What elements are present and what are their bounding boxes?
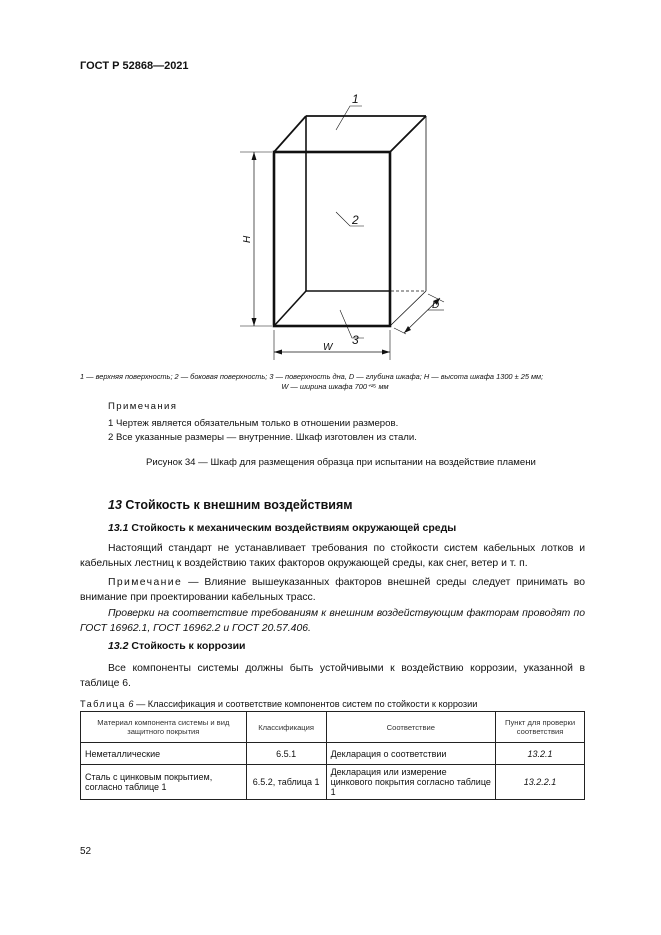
- table-title: [80, 699, 477, 709]
- header-classification: Классификация: [246, 712, 326, 743]
- section-13-heading: [108, 498, 353, 512]
- note-2: 2 Все указанные размеры — внутренние. Шкаф изготовлен из стали.: [108, 432, 417, 443]
- cell-compliance: Декларация или измерение цинкового покрытия согласно таблице 1: [326, 765, 496, 800]
- cell-compliance: Декларация о соответствии: [326, 743, 496, 765]
- figure-title: Рисунок 34 — Шкаф для размещения образца при испытании на воздействие пламени: [146, 457, 536, 468]
- legend-line-1: 1 — верхняя поверхность; 2 — боковая поверхность; 3 — поверхность дна, D — глубина шкафа; H — высота шкафа 1300 ± 25 мм;: [80, 372, 544, 381]
- cell-check-clause: 13.2.2.1: [496, 765, 585, 800]
- leader-1: [336, 106, 362, 130]
- table-row: [81, 765, 585, 800]
- cabinet-figure: [0, 0, 661, 372]
- bottom-left-depth-edge: [274, 291, 306, 326]
- section-13-1-title: Стойкость к механическим воздействиям окружающей среды: [131, 522, 457, 534]
- cell-classification: 6.5.2, таблица 1: [246, 765, 326, 800]
- paragraph-3: Все компоненты системы должны быть устойчивыми к воздействию коррозии, указанной в таблице 6.: [80, 663, 585, 689]
- label-2: 2: [352, 213, 359, 227]
- paragraph-2: Проверки на соответствие требованиям к внешним воздействующим факторам проводят по ГОСТ 16962.1, ГОСТ 16962.2 и ГОСТ 20.57.406.: [80, 608, 585, 634]
- corrosion-table: [80, 711, 585, 800]
- section-13-number: 13: [108, 498, 122, 512]
- table-row: [81, 743, 585, 765]
- table-header-row: [81, 712, 585, 743]
- cell-material: Сталь с цинковым покрытием, согласно таблице 1: [81, 765, 247, 800]
- label-H: H: [242, 235, 253, 243]
- label-W: W: [323, 342, 333, 353]
- header-check-clause: Пункт для проверки соответствия: [496, 712, 585, 743]
- cell-material: Неметаллические: [81, 743, 247, 765]
- back-hidden-edges: [306, 116, 426, 291]
- note-label: Примечание: [108, 577, 183, 588]
- section-13-2-heading: [108, 640, 246, 652]
- front-frame: [274, 152, 390, 326]
- header-material: Материал компонента системы и вид защитного покрытия: [81, 712, 247, 743]
- document-header: ГОСТ Р 52868—2021: [80, 60, 189, 72]
- section-13-1-number: 13.1: [108, 522, 129, 534]
- table-title-text: — Классификация и соответствие компонентов систем по стойкости к коррозии: [133, 699, 478, 709]
- paragraph-1: Настоящий стандарт не устанавливает требования по стойкости систем кабельных лотков и кабельных лестниц к воздействию таких факторов окружающей среды, как снег, ветер и т. п.: [80, 543, 585, 569]
- note-paragraph: [80, 575, 585, 605]
- figure-legend: [80, 372, 590, 392]
- label-1: 1: [352, 92, 359, 106]
- top-right-depth-edge: [390, 116, 426, 152]
- table-number: 6: [128, 699, 134, 709]
- bottom-right-depth-edge: [390, 291, 426, 326]
- label-D: D: [432, 300, 440, 311]
- section-13-2-number: 13.2: [108, 640, 129, 652]
- section-13-2-title: Стойкость к коррозии: [131, 640, 246, 652]
- table-label: Таблица: [80, 699, 126, 709]
- note-1: 1 Чертеж является обязательным только в отношении размеров.: [108, 418, 399, 429]
- cell-check-clause: 13.2.1: [496, 743, 585, 765]
- label-3: 3: [352, 333, 359, 347]
- notes-heading: Примечания: [108, 401, 178, 412]
- header-compliance: Соответствие: [326, 712, 496, 743]
- top-left-depth-edge: [274, 116, 306, 152]
- note-text: — Влияние вышеуказанных факторов внешней среды следует принимать во внимание при проектировании кабельных трасс.: [80, 577, 585, 603]
- section-13-title: Стойкость к внешним воздействиям: [125, 498, 353, 512]
- leader-2: [336, 212, 364, 226]
- section-13-1-heading: [108, 522, 456, 534]
- page-number: 52: [80, 846, 92, 857]
- legend-line-2: W — ширина шкафа 700⁺²⁵ мм: [281, 382, 389, 391]
- cell-classification: 6.5.1: [246, 743, 326, 765]
